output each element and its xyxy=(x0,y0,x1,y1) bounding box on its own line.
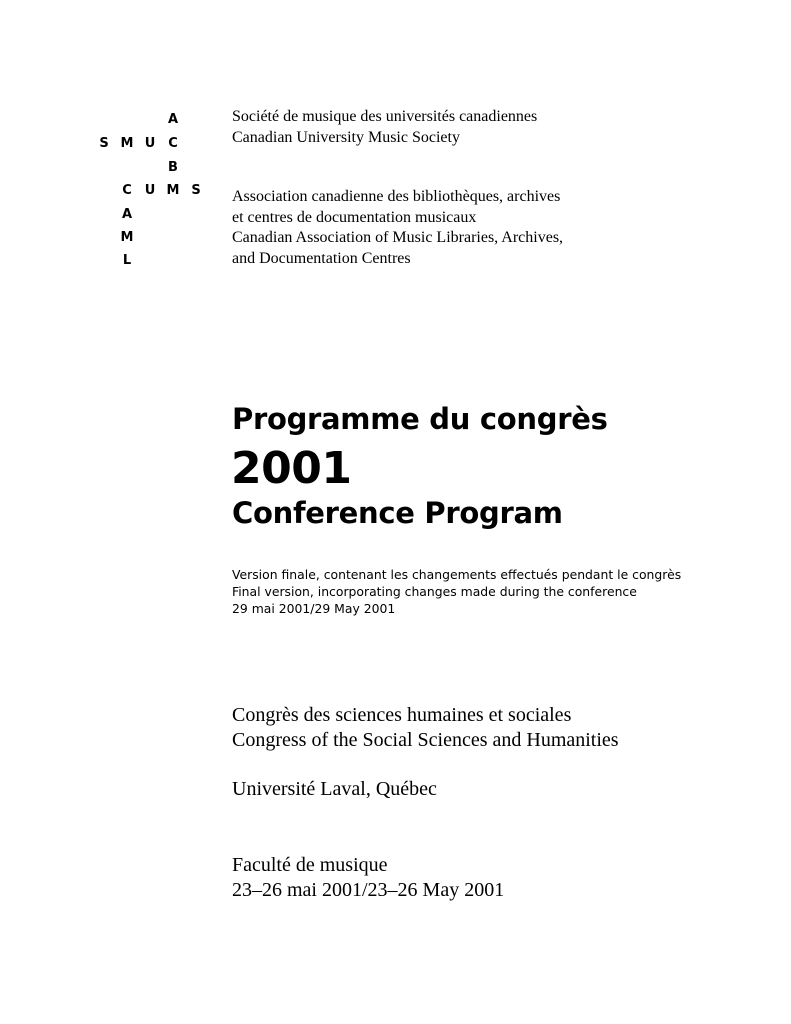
smuc-name-english: Canadian University Music Society xyxy=(232,128,460,146)
university-block xyxy=(232,777,437,802)
logo-letter: S xyxy=(99,136,109,151)
version-date: 29 mai 2001/29 May 2001 xyxy=(232,601,396,616)
title-english: Conference Program xyxy=(232,496,563,530)
smuc-name-french: Société de musique des universités canadiennes xyxy=(232,108,538,125)
caml-name-english-1: Canadian Association of Music Libraries, Archives, xyxy=(232,229,564,246)
logo-letter: U xyxy=(144,136,156,151)
university-name: Université Laval, Québec xyxy=(232,778,437,800)
faculty-name: Faculté de musique xyxy=(232,854,388,876)
acbm-name-french-2: et centres de documentation musicaux xyxy=(232,208,477,226)
congress-name-english: Congress of the Social Sciences and Humanities xyxy=(232,729,619,751)
logo-letter: A xyxy=(167,112,179,127)
acbm-name-block xyxy=(232,187,563,269)
conference-dates: 23–26 mai 2001/23–26 May 2001 xyxy=(232,879,505,901)
version-note-french: Version finale, contenant les changements effectués pendant le congrès xyxy=(232,567,682,582)
smuc-name-block xyxy=(232,107,537,148)
logo-letter: B xyxy=(168,160,178,175)
congress-block xyxy=(232,703,619,753)
logo-letter: U xyxy=(144,183,156,198)
acbm-name-french-1: Association canadienne des bibliothèques, archives xyxy=(232,188,561,205)
logo-letter: C xyxy=(122,183,132,198)
logo-letter: M xyxy=(120,230,134,245)
caml-name-english-2: and Documentation Centres xyxy=(232,249,411,267)
version-note xyxy=(232,566,681,617)
title-year: 2001 xyxy=(231,443,352,494)
logo-letter: M xyxy=(120,136,134,151)
version-note-english: Final version, incorporating changes made during the conference xyxy=(232,584,637,599)
logo-letter: A xyxy=(121,207,133,222)
logo-letter: M xyxy=(166,183,180,198)
logo-letter: S xyxy=(191,183,201,198)
logo-letter: L xyxy=(122,253,132,268)
congress-name-french: Congrès des sciences humaines et sociales xyxy=(232,704,572,726)
faculty-block xyxy=(232,853,504,903)
title-french: Programme du congrès xyxy=(232,402,608,436)
logo-letter: C xyxy=(168,136,178,151)
